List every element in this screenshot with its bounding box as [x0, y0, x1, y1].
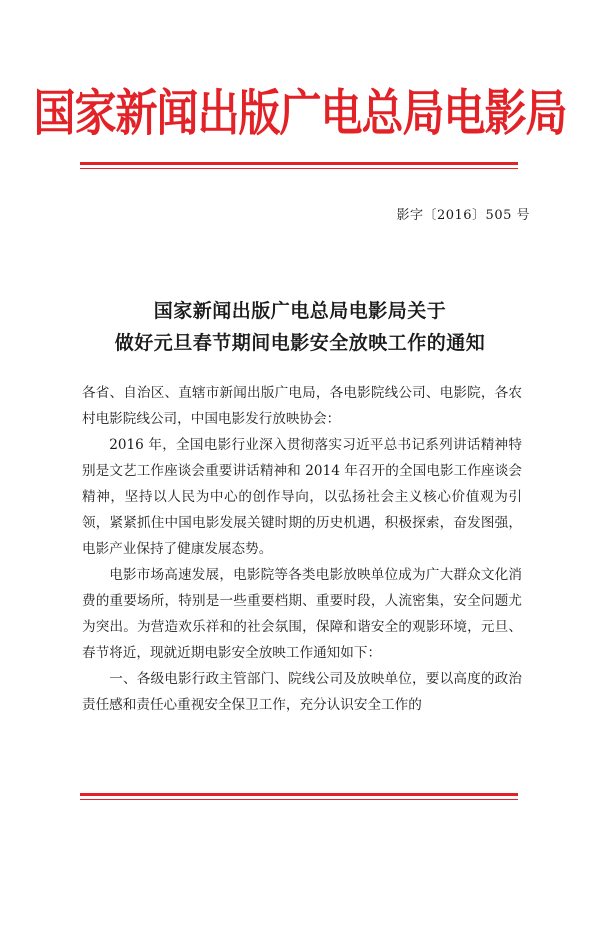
letterhead-divider-thin	[80, 168, 518, 169]
document-title-line2: 做好元旦春节期间电影安全放映工作的通知	[114, 332, 486, 354]
footer-divider-thick	[80, 793, 518, 796]
body-paragraph-2: 电影市场高速发展，电影院等各类电影放映单位成为广大群众文化消费的重要场所，特别是一些重要档期、重要时段，人流密集，安全问题尤为突出。为营造欢乐祥和的社会氛围，保障和谐安全的观影环境，元旦、春节将近，现就近期电影安全放映工作通知如下：	[82, 567, 522, 661]
body-paragraph-3: 一、各级电影行政主管部门、院线公司及放映单位，要以高度的政治责任感和责任心重视安全保卫工作，充分认识安全工作的	[82, 671, 522, 713]
document-number: 影字〔2016〕505 号	[396, 208, 530, 223]
document-title-line1: 国家新闻出版广电总局电影局关于	[153, 300, 447, 322]
footer-divider-thin	[80, 799, 518, 800]
letterhead-org-name: 国家新闻出版广电总局电影局	[33, 83, 567, 142]
letterhead-divider-thick	[80, 162, 518, 165]
body-paragraph-1: 2016 年，全国电影行业深入贯彻落实习近平总书记系列讲话精神特别是文艺工作座谈会重要讲话精神和 2014 年召开的全国电影工作座谈会精神，坚持以人民为中心的创作导向，以弘扬社会主义核心价值观为引领，紧紧抓住中国电影发展关键时期的历史机遇，积极探索，奋发图强，电影产业保持了健康发展态势。	[82, 437, 522, 557]
document-body	[82, 380, 522, 718]
salutation: 各省、自治区、直辖市新闻出版广电局，各电影院线公司、电影院，各农村电影院线公司，中国电影发行放映协会：	[82, 385, 522, 427]
